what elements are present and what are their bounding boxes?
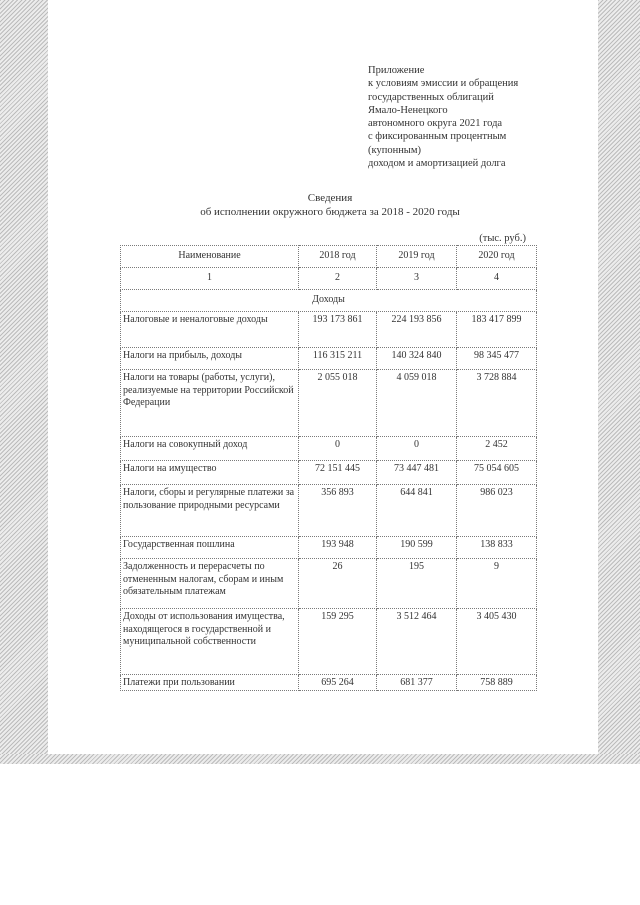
row-name: Налоги на совокупный доход [121,437,299,461]
heading-subtitle: об исполнении окружного бюджета за 2018 - 2020 годы [200,206,460,218]
value-2019: 3 512 464 [377,609,457,675]
table-row [121,537,537,559]
table-row [121,437,537,461]
header-cell: 2019 год [377,246,457,268]
appendix-line: (купонным) [368,144,422,156]
row-name: Налоги на имущество [121,461,299,485]
value-2018: 0 [299,437,377,461]
value-2019: 195 [377,559,457,609]
value-2018: 2 055 018 [299,370,377,437]
section-title: Доходы [121,290,537,312]
value-2019: 190 599 [377,537,457,559]
value-2019: 73 447 481 [377,461,457,485]
value-2018: 26 [299,559,377,609]
index-cell: 4 [457,268,537,290]
value-2020: 986 023 [457,485,537,537]
value-2020: 3 728 884 [457,370,537,437]
section-row [121,290,537,312]
row-name: Задолженность и перерасчеты по отмененным налогам, сборам и иным обязательным платежам [121,559,299,609]
index-cell: 2 [299,268,377,290]
row-name: Доходы от использования имущества, находящегося в государственной и муниципальной собственности [121,609,299,675]
header-cell: 2018 год [299,246,377,268]
table-row [121,348,537,370]
index-cell: 1 [121,268,299,290]
scan-frame-right [598,0,640,762]
scan-frame-left [0,0,48,762]
value-2019: 224 193 856 [377,312,457,348]
heading-title: Сведения [307,192,353,204]
scan-frame-bottom [0,754,640,764]
value-2018: 356 893 [299,485,377,537]
value-2020: 9 [457,559,537,609]
appendix-note [368,64,548,170]
value-2019: 140 324 840 [377,348,457,370]
value-2018: 193 948 [299,537,377,559]
table-row [121,370,537,437]
value-2018: 116 315 211 [299,348,377,370]
row-name: Налоги на прибыль, доходы [121,348,299,370]
value-2019: 644 841 [377,485,457,537]
table-row [121,559,537,609]
value-2020: 75 054 605 [457,461,537,485]
index-cell: 3 [377,268,457,290]
row-name: Налоги, сборы и регулярные платежи за пользование природными ресурсами [121,485,299,537]
value-2020: 758 889 [457,675,537,691]
value-2020: 2 452 [457,437,537,461]
table-row [121,312,537,348]
value-2018: 193 173 861 [299,312,377,348]
index-row [121,268,537,290]
value-2018: 159 295 [299,609,377,675]
appendix-line: с фиксированным процентным [368,131,507,143]
value-2019: 681 377 [377,675,457,691]
budget-table [120,245,537,691]
table-row [121,609,537,675]
value-2020: 138 833 [457,537,537,559]
document-heading [120,191,540,219]
value-2018: 72 151 445 [299,461,377,485]
appendix-line: к условиям эмиссии и обращения [368,78,519,90]
value-2019: 4 059 018 [377,370,457,437]
appendix-line: доходом и амортизацией долга [368,158,506,170]
appendix-line: Приложение [368,65,425,76]
header-cell: 2020 год [457,246,537,268]
value-2019: 0 [377,437,457,461]
appendix-line: Ямало-Ненецкого [368,104,448,116]
row-name: Государственная пошлина [121,537,299,559]
header-cell: Наименование [121,246,299,268]
table-row [121,461,537,485]
value-2018: 695 264 [299,675,377,691]
table-row [121,485,537,537]
row-name: Налоги на товары (работы, услуги), реализуемые на территории Российской Федерации [121,370,299,437]
value-2020: 183 417 899 [457,312,537,348]
row-name: Платежи при пользовании [121,675,299,691]
appendix-line: автономного округа 2021 года [368,118,503,130]
value-2020: 3 405 430 [457,609,537,675]
row-name: Налоговые и неналоговые доходы [121,312,299,348]
table-row [121,675,537,691]
units-label: (тыс. руб.) [479,233,526,244]
value-2020: 98 345 477 [457,348,537,370]
appendix-line: государственных облигаций [368,91,494,103]
header-row [121,246,537,268]
